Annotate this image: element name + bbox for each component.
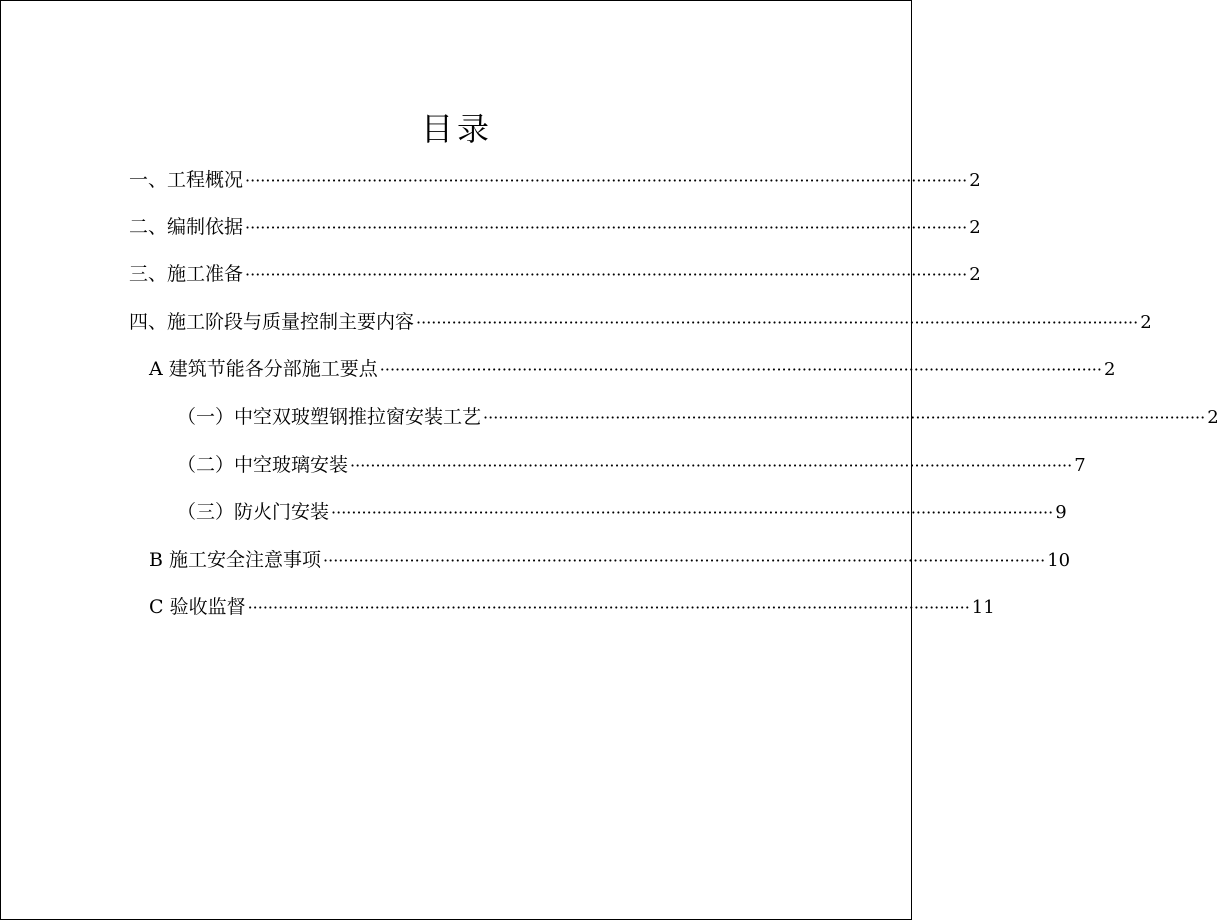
toc-entry[interactable] [129,261,981,287]
table-of-contents [1,1,1219,921]
toc-leader-dots: ·············································································································································· [483,408,1206,427]
toc-entry[interactable] [129,167,981,193]
toc-entry[interactable] [177,499,1067,525]
toc-page-number: 10 [1047,550,1071,571]
toc-page-number: 2 [969,264,981,285]
toc-entry-label: 一、工程概况 [129,169,244,191]
toc-page-number: 2 [1140,312,1152,333]
toc-entry-label: B 施工安全注意事项 [149,549,322,571]
toc-entry[interactable] [177,452,1086,478]
toc-title: 目录 [420,110,493,148]
toc-entry-label: 二、编制依据 [129,216,244,238]
toc-entry-label: C 验收监督 [149,596,246,618]
toc-leader-dots: ·············································································································································· [331,503,1054,522]
toc-entry[interactable] [149,594,995,620]
toc-leader-dots: ·············································································································································· [416,313,1139,332]
toc-leader-dots: ·············································································································································· [323,551,1046,570]
toc-page-number: 2 [969,217,981,238]
toc-entry[interactable] [129,214,981,240]
toc-entry-label: 三、施工准备 [129,263,244,285]
toc-entry[interactable] [129,309,1152,335]
toc-page-number: 2 [1207,407,1219,428]
toc-leader-dots: ·············································································································································· [245,265,968,284]
toc-page-number: 2 [969,170,981,191]
toc-page-number: 9 [1055,502,1067,523]
toc-entry-label: （一）中空双玻塑钢推拉窗安装工艺 [177,406,482,428]
toc-leader-dots: ·············································································································································· [379,360,1102,379]
toc-page-number: 2 [1103,359,1116,380]
toc-leader-dots: ·············································································································································· [245,218,968,237]
toc-entry[interactable] [149,356,1116,382]
toc-entry[interactable] [149,547,1071,573]
toc-page-number: 11 [971,597,995,618]
toc-entry-label: A 建筑节能各分部施工要点 [149,358,378,380]
toc-page-number: 7 [1074,455,1086,476]
toc-entry[interactable] [177,404,1219,430]
toc-leader-dots: ·············································································································································· [245,171,968,190]
toc-entry-label: （三）防火门安装 [177,501,330,523]
toc-entry-label: （二）中空玻璃安装 [177,454,349,476]
toc-entry-label: 四、施工阶段与质量控制主要内容 [129,311,415,333]
toc-leader-dots: ·············································································································································· [350,456,1073,475]
toc-leader-dots: ·············································································································································· [247,598,970,617]
